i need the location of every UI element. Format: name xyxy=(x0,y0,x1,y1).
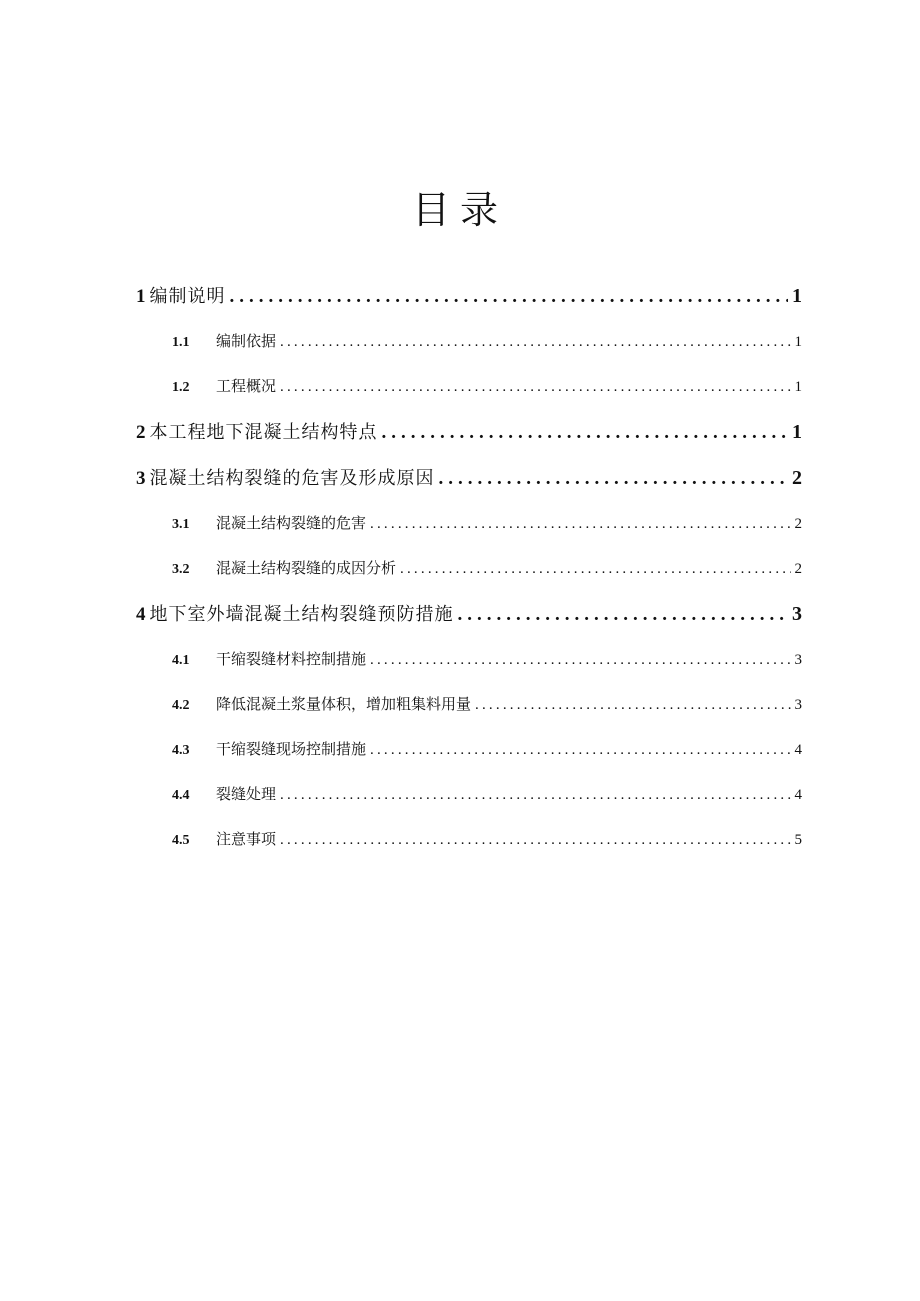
toc-dot-leader xyxy=(382,410,789,456)
toc-entry-number: 4.5 xyxy=(172,833,190,848)
toc-entry-number: 4 xyxy=(136,604,146,625)
toc-entry-title: 混凝土结构裂缝的危害 xyxy=(216,514,367,532)
toc-entry[interactable] xyxy=(136,455,802,501)
toc-entry[interactable] xyxy=(136,682,802,727)
toc-entry[interactable] xyxy=(136,591,802,637)
toc-entry-number: 4.4 xyxy=(172,788,190,803)
toc-list xyxy=(136,273,802,862)
toc-entry-number: 3.2 xyxy=(172,562,190,577)
toc-entry[interactable] xyxy=(136,817,802,862)
toc-dot-leader xyxy=(280,818,790,863)
toc-entry-number: 3.1 xyxy=(172,517,190,532)
toc-entry-number: 4.2 xyxy=(172,698,190,713)
toc-dot-leader xyxy=(370,502,790,547)
toc-entry-title: 注意事项 xyxy=(216,830,277,848)
toc-entry-page: 4 xyxy=(794,742,802,758)
toc-dot-leader xyxy=(475,683,790,728)
toc-entry[interactable] xyxy=(136,409,802,455)
toc-entry[interactable] xyxy=(136,273,802,319)
toc-entry-title: 地下室外墙混凝土结构裂缝预防措施 xyxy=(149,604,454,625)
toc-entry-title: 编制依据 xyxy=(216,332,277,350)
toc-entry-title: 工程概况 xyxy=(216,377,277,395)
toc-dot-leader xyxy=(370,638,790,683)
toc-dot-leader xyxy=(280,320,790,365)
toc-entry[interactable] xyxy=(136,546,802,591)
toc-entry-page: 2 xyxy=(794,516,802,532)
toc-entry-title: 本工程地下混凝土结构特点 xyxy=(149,422,378,443)
toc-entry-title: 降低混凝土浆量体积，增加粗集料用量 xyxy=(216,695,472,713)
toc-entry-page: 1 xyxy=(792,285,802,307)
toc-entry-page: 2 xyxy=(792,467,802,489)
toc-entry[interactable] xyxy=(136,364,802,409)
toc-entry-page: 1 xyxy=(794,334,802,350)
toc-entry-page: 4 xyxy=(794,787,802,803)
toc-entry-page: 2 xyxy=(794,561,802,577)
toc-entry[interactable] xyxy=(136,637,802,682)
toc-entry-title: 裂缝处理 xyxy=(216,785,277,803)
toc-entry-page: 5 xyxy=(794,832,802,848)
toc-entry-number: 3 xyxy=(136,468,146,489)
toc-entry-title: 干缩裂缝材料控制措施 xyxy=(216,650,367,668)
toc-entry-title: 干缩裂缝现场控制措施 xyxy=(216,740,367,758)
toc-entry[interactable] xyxy=(136,501,802,546)
toc-entry[interactable] xyxy=(136,319,802,364)
toc-entry-number: 2 xyxy=(136,422,146,443)
toc-entry-page: 3 xyxy=(794,652,802,668)
toc-entry-page: 3 xyxy=(794,697,802,713)
toc-entry-number: 4.3 xyxy=(172,743,190,758)
toc-entry-number: 1.1 xyxy=(172,335,190,350)
toc-entry-title: 编制说明 xyxy=(149,286,226,307)
toc-entry-page: 3 xyxy=(792,603,802,625)
toc-entry-number: 1.2 xyxy=(172,380,190,395)
toc-entry[interactable] xyxy=(136,727,802,772)
toc-title: 目录 xyxy=(411,188,508,233)
toc-dot-leader xyxy=(280,365,790,410)
toc-entry[interactable] xyxy=(136,772,802,817)
toc-dot-leader xyxy=(400,547,790,592)
toc-entry-page: 1 xyxy=(794,379,802,395)
toc-dot-leader xyxy=(230,274,789,320)
toc-entry-title: 混凝土结构裂缝的危害及形成原因 xyxy=(149,468,435,489)
toc-dot-leader xyxy=(458,592,789,638)
toc-dot-leader xyxy=(280,773,790,818)
toc-entry-number: 4.1 xyxy=(172,653,190,668)
toc-entry-number: 1 xyxy=(136,286,146,307)
toc-entry-page: 1 xyxy=(792,421,802,443)
toc-dot-leader xyxy=(439,456,789,502)
toc-entry-title: 混凝土结构裂缝的成因分析 xyxy=(216,559,397,577)
toc-dot-leader xyxy=(370,728,790,773)
